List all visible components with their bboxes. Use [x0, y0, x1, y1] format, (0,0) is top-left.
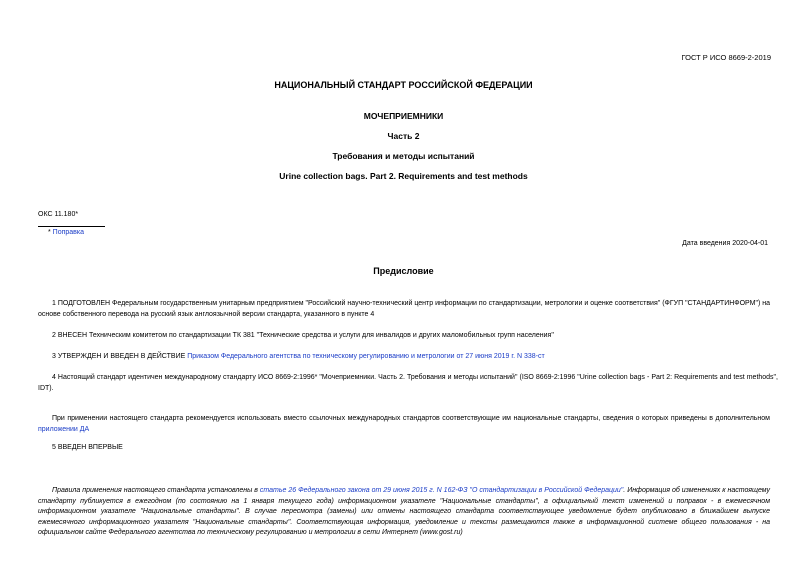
- amendment-link[interactable]: Поправка: [52, 229, 85, 236]
- application-note-text: При применении настоящего стандарта рекомендуется использовать вместо ссылочных международных стандартов соответствующие им национальные стандарты, сведения о которых приведены в дополнительном: [52, 415, 770, 422]
- standard-code: ГОСТ Р ИСО 8669-2-2019: [681, 53, 771, 62]
- document-title: МОЧЕПРИЕМНИКИ: [363, 111, 444, 121]
- appendix-da-link[interactable]: приложении ДА: [38, 425, 90, 433]
- footnote: [48, 229, 84, 236]
- footnote-divider: [38, 226, 105, 227]
- preface-application-note: [38, 414, 770, 435]
- order-link[interactable]: Приказом Федерального агентства по техническому регулированию и метрологии от 27 июня 2019 г. N 338-ст: [187, 353, 545, 360]
- national-standard-heading: НАЦИОНАЛЬНЫЙ СТАНДАРТ РОССИЙСКОЙ ФЕДЕРАЦИИ: [274, 80, 533, 90]
- notice-text-2: . Информация об изменениях к настоящему стандарту публикуется в ежегодном (по состоянию на 1 января текущего года) информационном указателе "Национальные стандарты", а официальный текст изменений и поправок - в ежемесячном информационном указателе "Национальные стандарты". В случае пересмотра (замены) или отмены настоящего стандарта соответствующее уведомление будет опубликовано в ближайшем выпуске ежемесячного информационного указателя "Национальные стандарты". Соответствующая информация, уведомление и тексты размещаются также в информационной системе общего пользования - на официальном сайте Федерального агентства по техническому регулированию и метрологии в сети Интернет (www.gost.ru): [38, 487, 770, 536]
- preface-item-3-text: 3 УТВЕРЖДЕН И ВВЕДЕН В ДЕЙСТВИЕ: [52, 353, 188, 360]
- federal-law-link[interactable]: статье 26 Федерального закона от 29 июня 2015 г. N 162-ФЗ "О стандартизации в Российской Федерации": [259, 487, 624, 494]
- part-label: Часть 2: [387, 131, 420, 141]
- oks-code: ОКС 11.180*: [38, 211, 79, 218]
- preface-item-4: 4 Настоящий стандарт идентичен международному стандарту ИСО 8669-2:1996* "Мочеприемники. Часть 2. Требования и методы испытаний" (ISO 8669-2:1996 "Urine collection bags - Part 2: Requirements and test methods", IDT).: [38, 374, 778, 392]
- preface-heading: Предисловие: [373, 266, 434, 276]
- subtitle-english: Urine collection bags. Part 2. Requirements and test methods: [279, 171, 528, 181]
- notice-text-1: Правила применения настоящего стандарта установлены в: [52, 487, 260, 494]
- preface-item-3: [38, 352, 770, 363]
- footnote-marker: *: [48, 229, 53, 236]
- preface-item-5: 5 ВВЕДЕН ВПЕРВЫЕ: [52, 444, 123, 451]
- application-rules-notice: [38, 486, 770, 539]
- preface-item-2: 2 ВНЕСЕН Техническим комитетом по стандартизации ТК 381 "Технические средства и услуги для инвалидов и других маломобильных групп населения": [52, 332, 554, 339]
- preface-item-1: 1 ПОДГОТОВЛЕН Федеральным государственным унитарным предприятием "Российский научно-технический центр информации по стандартизации, метрологии и оценке соответствия" (ФГУП "СТАНДАРТИНФОРМ") на основе собственного перевода на русский язык англоязычной версии стандарта, указанного в пункте 4: [38, 300, 770, 318]
- introduction-date: Дата введения 2020-04-01: [682, 240, 768, 247]
- subtitle-russian: Требования и методы испытаний: [332, 151, 475, 161]
